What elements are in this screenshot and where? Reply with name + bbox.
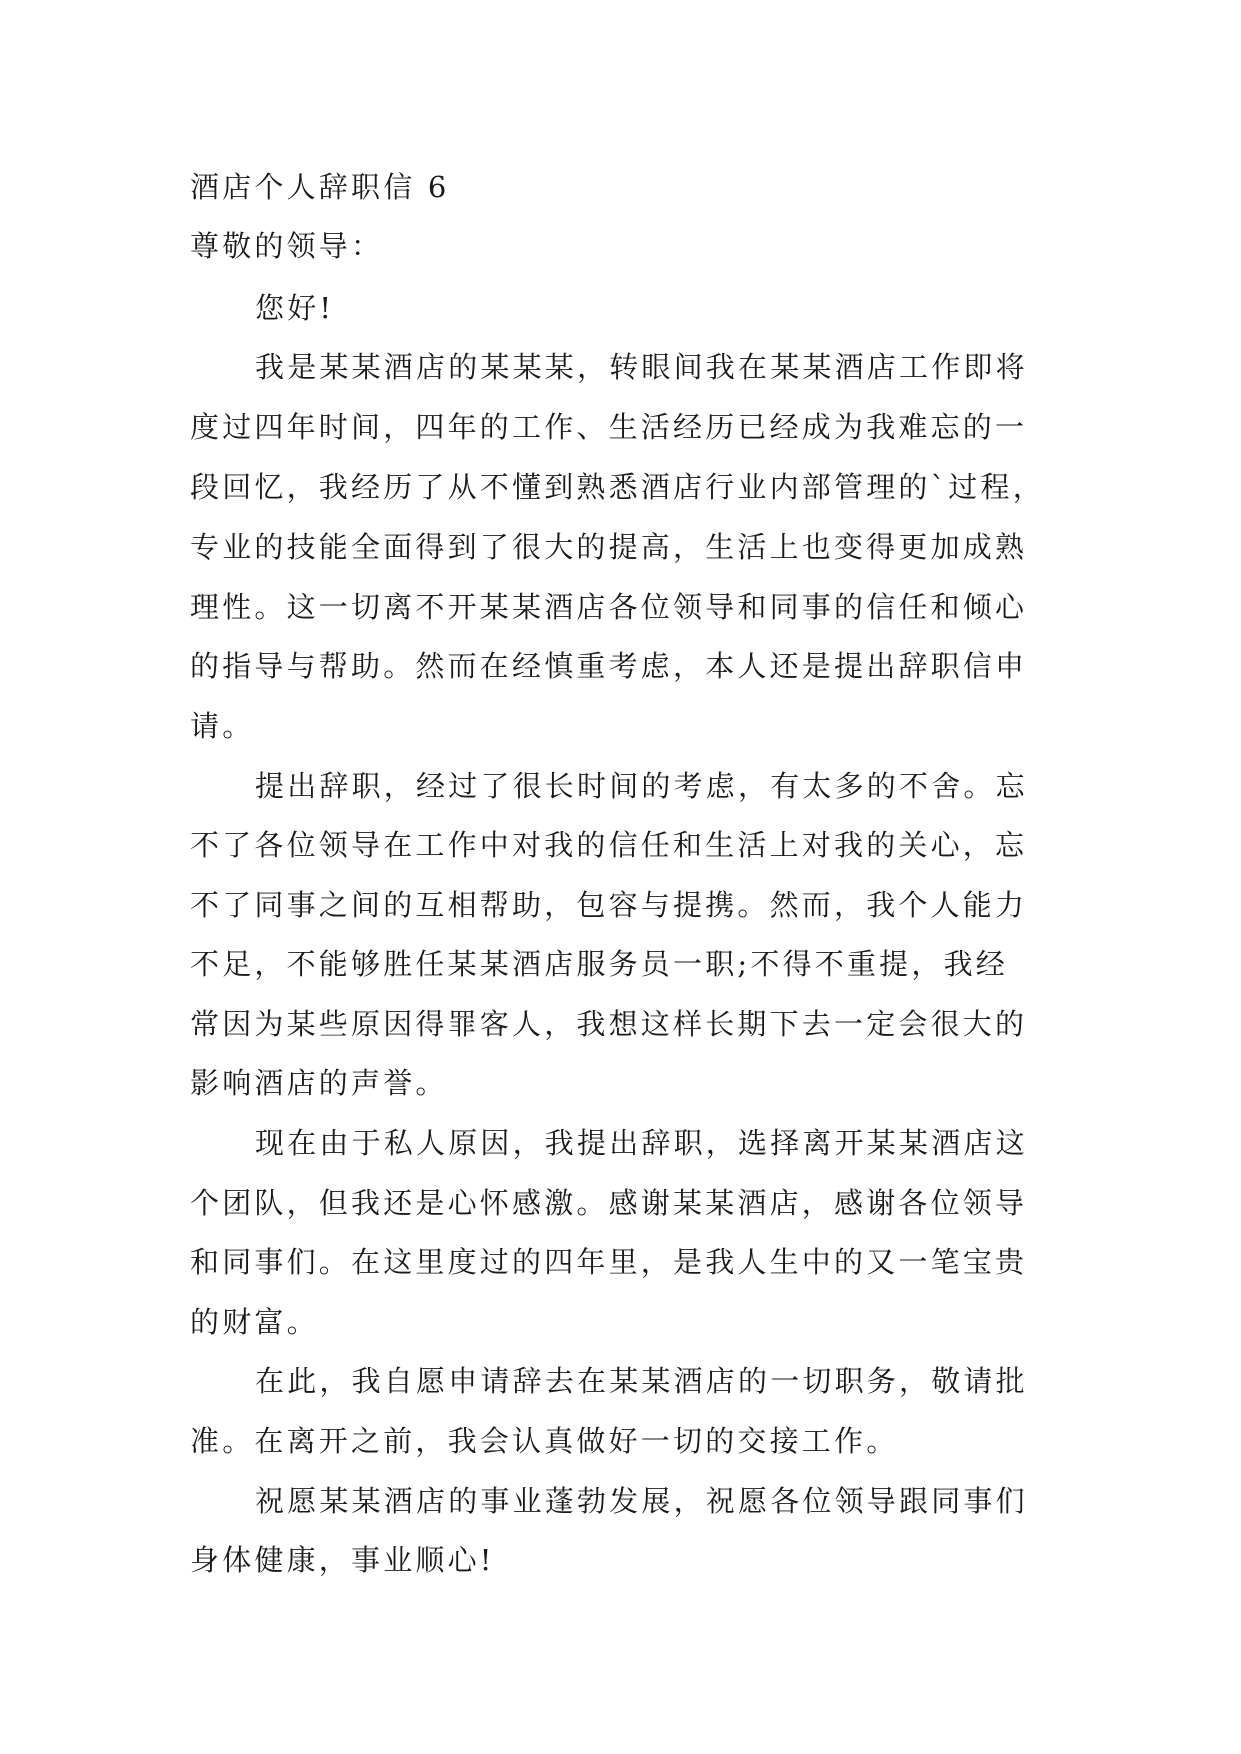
paragraph-2-line: 不了各位领导在工作中对我的信任和生活上对我的关心，忘 bbox=[190, 828, 1028, 862]
paragraph-4-line: 在此，我自愿申请辞去在某某酒店的一切职务，敬请批 bbox=[255, 1364, 1028, 1398]
greeting: 您好! bbox=[255, 291, 335, 325]
paragraph-1-line: 的指导与帮助。然而在经慎重考虑，本人还是提出辞职信申 bbox=[190, 649, 1028, 683]
paragraph-1-line: 理性。这一切离不开某某酒店各位领导和同事的信任和倾心 bbox=[190, 590, 1028, 624]
paragraph-5-line: 祝愿某某酒店的事业蓬勃发展，祝愿各位领导跟同事们 bbox=[255, 1484, 1028, 1518]
paragraph-2-line: 提出辞职，经过了很长时间的考虑，有太多的不舍。忘 bbox=[255, 769, 1028, 803]
letter-title: 酒店个人辞职信 6 bbox=[190, 170, 450, 204]
paragraph-5-line: 身体健康，事业顺心! bbox=[190, 1543, 495, 1577]
paragraph-4-line: 准。在离开之前，我会认真做好一切的交接工作。 bbox=[190, 1424, 899, 1458]
paragraph-3-line: 和同事们。在这里度过的四年里，是我人生中的又一笔宝贵 bbox=[190, 1245, 1028, 1279]
paragraph-3-line: 个团队，但我还是心怀感激。感谢某某酒店，感谢各位领导 bbox=[190, 1186, 1028, 1220]
paragraph-1-line: 度过四年时间，四年的工作、生活经历已经成为我难忘的一 bbox=[190, 410, 1028, 444]
salutation: 尊敬的领导： bbox=[190, 229, 384, 263]
paragraph-1-line: 段回忆，我经历了从不懂到熟悉酒店行业内部管理的`过程， bbox=[190, 470, 1045, 504]
paragraph-2-line: 不足，不能够胜任某某酒店服务员一职;不得不重提，我经 bbox=[190, 947, 1008, 981]
paragraph-1-line: 我是某某酒店的某某某，转眼间我在某某酒店工作即将 bbox=[255, 350, 1028, 384]
paragraph-1-line: 专业的技能全面得到了很大的提高，生活上也变得更加成熟 bbox=[190, 530, 1028, 564]
paragraph-3-line: 的财富。 bbox=[190, 1305, 319, 1339]
paragraph-2-line: 常因为某些原因得罪客人，我想这样长期下去一定会很大的 bbox=[190, 1007, 1028, 1041]
paragraph-1-line: 请。 bbox=[190, 709, 255, 743]
paragraph-2-line: 不了同事之间的互相帮助，包容与提携。然而，我个人能力 bbox=[190, 888, 1028, 922]
paragraph-3-line: 现在由于私人原因，我提出辞职，选择离开某某酒店这 bbox=[255, 1126, 1028, 1160]
paragraph-2-line: 影响酒店的声誉。 bbox=[190, 1066, 448, 1100]
